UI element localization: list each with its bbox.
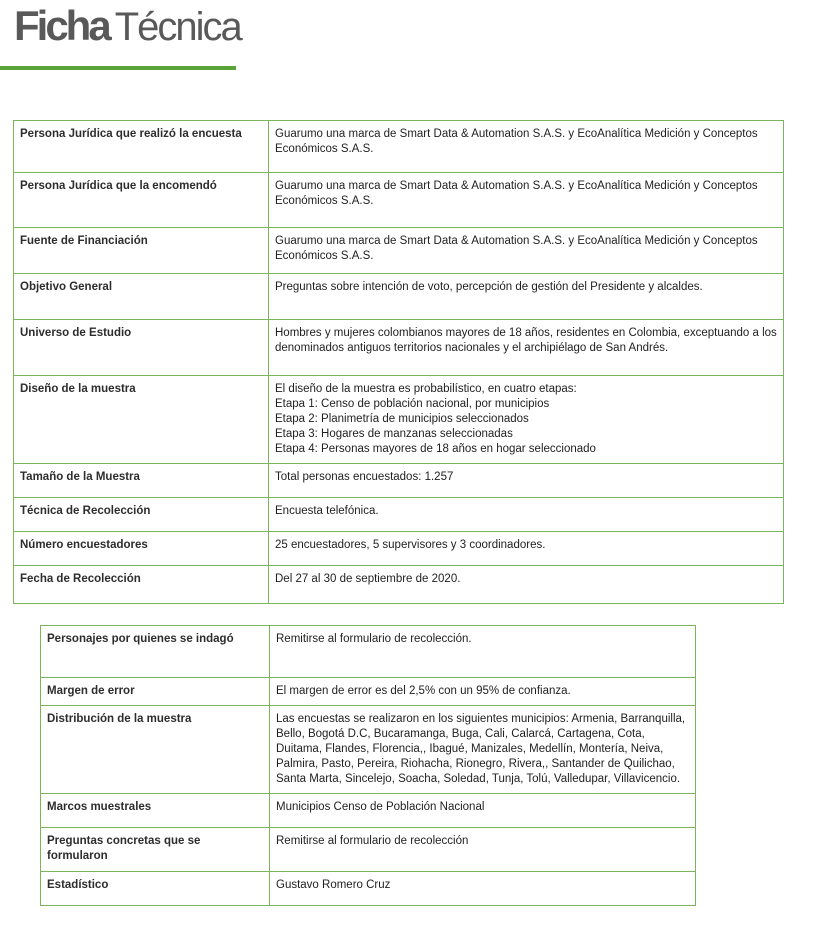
row-value (269, 121, 784, 173)
row-value-line: Encuesta telefónica. (275, 505, 379, 517)
row-value-line: Etapa 4: Personas mayores de 18 años en hogar seleccionado (275, 443, 596, 455)
row-label: Persona Jurídica que realizó la encuesta (14, 121, 269, 173)
table-row (41, 626, 696, 678)
table-row (14, 566, 784, 604)
row-label: Marcos muestrales (41, 794, 270, 828)
table-row (14, 532, 784, 566)
technical-sheet-table-2 (40, 625, 696, 906)
row-label: Fecha de Recolección (14, 566, 269, 604)
row-value-line: Etapa 3: Hogares de manzanas seleccionadas (275, 428, 513, 440)
table-row (14, 274, 784, 320)
row-value-line: Gustavo Romero Cruz (276, 879, 391, 891)
row-value-line: Preguntas sobre intención de voto, percepción de gestión del Presidente y alcaldes. (275, 281, 703, 293)
row-value-line: Etapa 2: Planimetría de municipios seleccionados (275, 413, 529, 425)
row-value (270, 706, 696, 794)
technical-sheet-table-1 (13, 120, 784, 604)
row-label: Personajes por quienes se indagó (41, 626, 270, 678)
row-value-line: Guarumo una marca de Smart Data & Automation S.A.S. y EcoAnalítica Medición y Conceptos Económicos S.A.S. (275, 128, 758, 155)
table-row (41, 706, 696, 794)
row-value (270, 872, 696, 906)
row-value (269, 464, 784, 498)
row-value (270, 626, 696, 678)
row-value (269, 566, 784, 604)
table-row (14, 121, 784, 173)
row-value-line: 25 encuestadores, 5 supervisores y 3 coordinadores. (275, 539, 546, 551)
page-title (14, 2, 241, 50)
title-light: Técnica (114, 5, 241, 49)
row-value (269, 320, 784, 376)
row-value (269, 274, 784, 320)
row-label: Diseño de la muestra (14, 376, 269, 464)
row-value (270, 794, 696, 828)
row-value-line: Guarumo una marca de Smart Data & Automation S.A.S. y EcoAnalítica Medición y Conceptos Económicos S.A.S. (275, 235, 758, 262)
row-label: Universo de Estudio (14, 320, 269, 376)
row-value (269, 498, 784, 532)
table-row (41, 794, 696, 828)
table-row (14, 498, 784, 532)
table-row (14, 228, 784, 274)
row-label: Distribución de la muestra (41, 706, 270, 794)
row-value-line: Total personas encuestados: 1.257 (275, 471, 454, 483)
row-value-line: Del 27 al 30 de septiembre de 2020. (275, 573, 461, 585)
row-value (269, 532, 784, 566)
table-row (41, 828, 696, 872)
table-row (14, 320, 784, 376)
row-label: Margen de error (41, 678, 270, 706)
row-value-line: El diseño de la muestra es probabilístico, en cuatro etapas: (275, 383, 577, 395)
row-value-line: Las encuestas se realizaron en los siguientes municipios: Armenia, Barranquilla, Bello, Bogotá D.C, Bucaramanga, Buga, Cali, Calarcá, Cartagena, Cota, Duitama, Flandes, Florencia,, Ibagué, Manizales, Medellín, Montería, Neiva, Palmira, Pasto, Pereira, Riohacha, Rionegro, Rivera,, Santander de Quilichao, Santa Marta, Sincelejo, Soacha, Soledad, Tunja, Tolú, Valledupar, Villavicencio. (276, 713, 686, 785)
title-bold: Ficha (14, 2, 109, 49)
row-label: Objetivo General (14, 274, 269, 320)
row-value (269, 173, 784, 228)
table-row (14, 464, 784, 498)
row-value-line: El margen de error es del 2,5% con un 95% de confianza. (276, 685, 571, 697)
table-row (14, 173, 784, 228)
row-value (269, 228, 784, 274)
row-value (269, 376, 784, 464)
row-value-line: Etapa 1: Censo de población nacional, por municipios (275, 398, 550, 410)
table-row (14, 376, 784, 464)
row-value-line: Remitirse al formulario de recolección (276, 835, 469, 847)
row-value (270, 678, 696, 706)
row-value-line: Municipios Censo de Población Nacional (276, 801, 485, 813)
row-label: Fuente de Financiación (14, 228, 269, 274)
row-value-line: Remitirse al formulario de recolección. (276, 633, 472, 645)
row-label: Persona Jurídica que la encomendó (14, 173, 269, 228)
row-label: Número encuestadores (14, 532, 269, 566)
table-row (41, 678, 696, 706)
row-value (270, 828, 696, 872)
title-underline (0, 66, 236, 70)
row-label: Preguntas concretas que se formularon (41, 828, 270, 872)
row-label: Estadístico (41, 872, 270, 906)
table-row (41, 872, 696, 906)
row-label: Técnica de Recolección (14, 498, 269, 532)
row-value-line: Hombres y mujeres colombianos mayores de 18 años, residentes en Colombia, exceptuando a los denominados antiguos territorios nacionales y el archipiélago de San Andrés. (275, 327, 777, 354)
row-value-line: Guarumo una marca de Smart Data & Automation S.A.S. y EcoAnalítica Medición y Conceptos Económicos S.A.S. (275, 180, 758, 207)
row-label: Tamaño de la Muestra (14, 464, 269, 498)
